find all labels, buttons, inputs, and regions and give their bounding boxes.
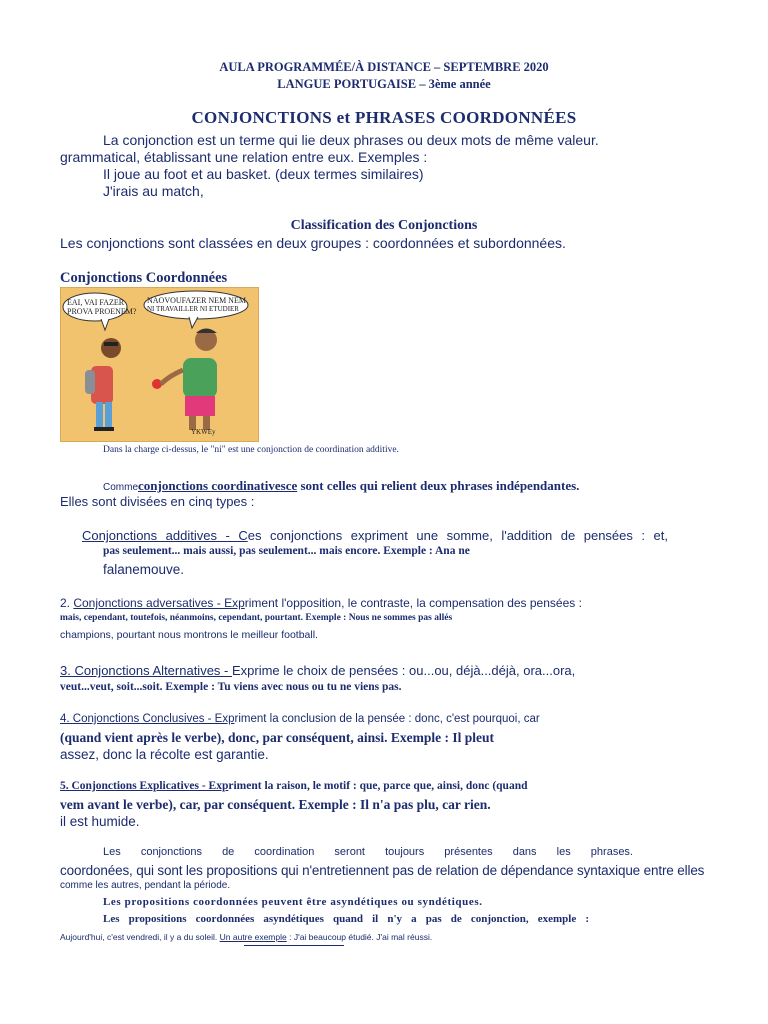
closing-example-2: : J'ai beaucoup étudié. J'ai mal réussi. [286, 932, 433, 942]
type-2-label: Conjonctions adversatives - Exp [73, 596, 245, 610]
definition-line-2: Elles sont divisées en cinq types : [60, 494, 255, 509]
type-5-line-2: vem avant le verbe), car, par conséquent. Exemple : Il n'a pas plu, car rien. [60, 797, 491, 812]
type-5-line-1 [60, 780, 528, 792]
type-3-line-1 [60, 663, 575, 678]
definition-prefix: Comme [103, 482, 139, 493]
bubble-1-line-1: EAI, VAI FAZER [67, 298, 125, 307]
type-1-line-3: falanemouve. [103, 562, 185, 577]
type-1-text: es conjonctions expriment une somme, l'addition de pensées : et, [247, 528, 668, 543]
bubble-2-line-1: NAOVOUFAZER NEM NEM [147, 296, 246, 305]
type-4-line-1 [60, 713, 540, 725]
cartoon-image [60, 287, 259, 442]
type-3-line-2: veut...veut, soit...soit. Exemple : Tu viens avec nous ou tu ne viens pas. [60, 681, 402, 693]
page-title: CONJONCTIONS et PHRASES COORDONNÉES [191, 108, 577, 127]
intro-example-2: J'irais au match, [103, 183, 204, 199]
classification-heading: Classification des Conjonctions [290, 218, 478, 233]
type-1-line-2: pas seulement... mais aussi, pas seulement... mais encore. Exemple : Ana ne [103, 545, 470, 557]
closing-underline [244, 945, 344, 946]
closing-line-6 [60, 932, 432, 942]
bubble-2-line-2: NI TRAVAILLER NI ETUDIER [147, 305, 239, 313]
header-line-2: LANGUE PORTUGAISE – 3ème année [277, 77, 491, 91]
closing-line-3: comme les autres, pendant la période. [60, 880, 231, 891]
type-3-label: 3. Conjonctions Alternatives - [60, 663, 232, 678]
type-1-line-1 [82, 528, 668, 543]
intro-example-1: Il joue au foot et au basket. (deux termes similaires) [103, 166, 424, 182]
type-5-text: riment la raison, le motif : que, parce que, ainsi, donc (quand [228, 780, 528, 792]
type-4-line-3: assez, donc la récolte est garantie. [60, 747, 269, 762]
type-5-line-3: il est humide. [60, 814, 140, 829]
type-5-label: 5. Conjonctions Explicatives - Exp [60, 780, 229, 792]
closing-line-2: coordonées, qui sont les propositions qui n'entretiennent pas de relation de dépendance syntaxique entre elles [60, 863, 705, 878]
type-4-line-2: (quand vient après le verbe), donc, par conséquent, ainsi. Exemple : Il pleut [60, 730, 495, 745]
closing-line-4: Les propositions coordonnées peuvent être asyndétiques ou syndétiques. [103, 896, 483, 908]
closing-example-label: Un autre exemple [219, 932, 287, 942]
header-line-1: AULA PROGRAMMÉE/À DISTANCE – SEPTEMBRE 2020 [219, 60, 549, 74]
coordinated-heading: Conjonctions Coordonnées [60, 270, 228, 286]
type-3-text: Exprime le choix de pensées : ou...ou, déjà...déjà, ora...ora, [231, 663, 576, 678]
type-2-text: riment l'opposition, le contraste, la compensation des pensées : [244, 596, 582, 610]
definition-rest: sont celles qui relient deux phrases indépendantes. [297, 478, 580, 493]
type-4-text: riment la conclusion de la pensée : donc, c'est pourquoi, car [234, 713, 540, 725]
type-2-line-2: mais, cependant, toutefois, néanmoins, cependant, pourtant. Exemple : Nous ne sommes pas allés [60, 613, 453, 623]
intro-paragraph-2: grammatical, établissant une relation entre eux. Exemples : [60, 149, 428, 165]
cartoon-signature: YKWEy [191, 428, 216, 436]
definition-line-1 [103, 478, 579, 494]
cartoon-caption: Dans la charge ci-dessus, le "ni" est une conjonction de coordination additive. [103, 445, 399, 455]
type-2-number: 2. [60, 596, 74, 610]
type-1-label: Conjonctions additives - C [82, 528, 248, 543]
intro-paragraph-1: La conjonction est un terme qui lie deux phrases ou deux mots de même valeur. [103, 132, 599, 148]
classification-text: Les conjonctions sont classées en deux groupes : coordonnées et subordonnées. [60, 235, 566, 251]
type-4-label: 4. Conjonctions Conclusives - Exp [60, 713, 235, 725]
definition-term: conjonctions coordinativesce [138, 478, 298, 493]
closing-line-1: Les conjonctions de coordination seront toujours présentes dans les phrases. [103, 846, 633, 858]
bubble-1-line-2: PROVA PROENEM? [67, 307, 137, 316]
type-2-line-1 [60, 596, 582, 610]
closing-example-1: Aujourd'hui, c'est vendredi, il y a du soleil. [60, 932, 220, 942]
closing-line-5: Les propositions coordonnées asyndétiques quand il n'y a pas de conjonction, exemple : [103, 913, 589, 925]
type-2-line-3: champions, pourtant nous montrons le meilleur football. [60, 629, 318, 641]
